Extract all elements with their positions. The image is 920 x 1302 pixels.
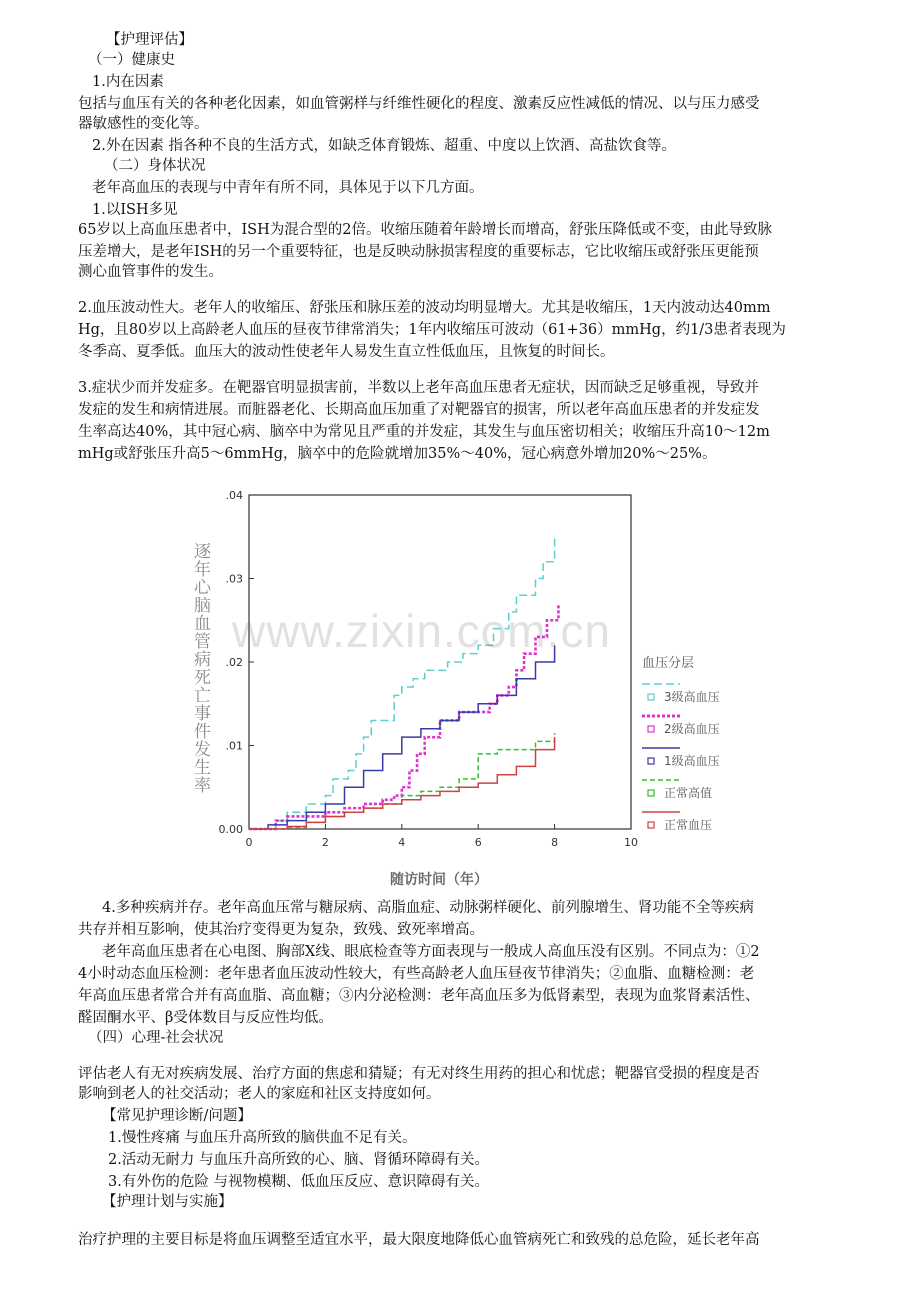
paragraph-line-16: 3.症状少而并发症多。在靶器官明显损害前，半数以上老年高血压患者无症状，因而缺乏足够重视，导致并 [78, 380, 759, 396]
legend-label-3: 1级高血压 [664, 754, 720, 768]
x-tick-label: 6 [474, 836, 482, 849]
x-tick-label: 10 [624, 836, 638, 849]
paragraph-line-lower-5: 年高血压患者常合并有高血脂、高血糖；③内分泌检测：老年高血压多为低肾素型，表现为血浆肾素活性、 [78, 988, 760, 1004]
paragraph-line-9: 1.以ISH多见 [92, 202, 178, 218]
legend-label-2: 2级高血压 [664, 722, 720, 736]
paragraph-line-lower-13: 3.有外伤的危险 与视物模糊、低血压反应、意识障碍有关。 [108, 1174, 489, 1190]
paragraph-line-lower-15: 治疗护理的主要目标是将血压调整至适宜水平，最大限度地降低心血管病死亡和致残的总危险，延长老年高 [78, 1232, 760, 1248]
paragraph-line-10: 65岁以上高血压患者中，ISH为混合型的2倍。收缩压随着年龄增长而增高，舒张压降低或不变，由此导致脉 [78, 222, 772, 238]
paragraph-line-lower-1: 4.多种疾病并存。老年高血压常与糖尿病、高脂血症、动脉粥样硬化、前列腺增生、肾功能不全等疾病 [102, 900, 754, 916]
paragraph-line-lower-7: （四）心理-社会状况 [88, 1030, 224, 1046]
paragraph-line-lower-11: 1.慢性疼痛 与血压升高所致的脑供血不足有关。 [108, 1130, 417, 1146]
paragraph-line-19: mHg或舒张压升高5～6mmHg，脑卒中的危险就增加35%～40%，冠心病意外增加20%～25%。 [78, 446, 717, 462]
paragraph-line-18: 生率高达40%，其中冠心病、脑卒中为常见且严重的并发症，其发生与血压密切相关；收缩压升高10～12m [78, 424, 770, 440]
legend-title: 血压分层 [642, 656, 695, 671]
x-tick-label: 2 [321, 836, 329, 849]
paragraph-line-lower-10: 【常见护理诊断/问题】 [102, 1108, 252, 1124]
paragraph-line-lower-8: 评估老人有无对疾病发展、治疗方面的焦虑和猜疑；有无对终生用药的担心和忧虑；靶器官受损的程度是否 [78, 1066, 760, 1082]
paragraph-line-8: 老年高血压的表现与中青年有所不同，具体见于以下几方面。 [92, 180, 484, 196]
paragraph-line-11: 压差增大，是老年ISH的另一个重要特征，也是反映动脉损害程度的重要标志，它比收缩压或舒张压更能预 [78, 244, 759, 260]
paragraph-line-15: 冬季高、夏季低。血压大的波动性使老年人易发生直立性低血压，且恢复的时间长。 [78, 344, 615, 360]
paragraph-line-4: 包括与血压有关的各种老化因素，如血管粥样与纤维性硬化的程度、激素反应性减低的情况、以与压力感受 [78, 96, 760, 112]
paragraph-line-2: （一）健康史 [88, 52, 175, 68]
chart [180, 478, 760, 898]
legend-label-4: 正常高值 [664, 786, 713, 800]
paragraph-line-lower-9: 影响到老人的社交活动；老人的家庭和社区支持度如何。 [78, 1086, 441, 1102]
paragraph-line-lower-12: 2.活动无耐力 与血压升高所致的心、脑、肾循环障碍有关。 [108, 1152, 489, 1168]
paragraph-line-lower-3: 老年高血压患者在心电图、胸部X线、眼底检查等方面表现与一般成人高血压没有区别。不同点为：①2 [102, 944, 760, 960]
paragraph-line-5: 器敏感性的变化等。 [78, 116, 209, 132]
paragraph-line-lower-6: 醛固酮水平、β受体数目与反应性均低。 [78, 1010, 333, 1026]
y-tick-label: .01 [225, 739, 243, 753]
y-tick-label: .02 [225, 656, 243, 669]
y-axis-label: 逐年心脑血管病死亡事件发生率 [190, 542, 210, 794]
x-tick-label: 8 [551, 836, 559, 849]
legend-label-1: 3级高血压 [664, 690, 720, 704]
paragraph-line-17: 发症的发生和病情进展。而脏器老化、长期高血压加重了对靶器官的损害，所以老年高血压患者的并发症发 [78, 402, 760, 418]
x-tick-label: 4 [398, 836, 406, 849]
paragraph-line-14: Hg，且80岁以上高龄老人血压的昼夜节律常消失；1年内收缩压可波动（61+36）mmHg，约1/3患者表现为 [78, 322, 786, 338]
paragraph-line-1: 【护理评估】 [106, 32, 193, 48]
x-axis-label: 随访时间（年） [390, 872, 488, 888]
x-tick-label: 0 [245, 836, 253, 849]
paragraph-line-lower-4: 4小时动态血压检测：老年患者血压波动性较大，有些高龄老人血压昼夜节律消失；②血脂、血糖检测：老 [78, 966, 755, 982]
paragraph-line-lower-2: 共存并相互影响，使其治疗变得更为复杂，致残、致死率增高。 [78, 922, 484, 938]
legend-label-5: 正常血压 [664, 818, 713, 832]
paragraph-line-7: （二）身体状况 [104, 158, 206, 174]
chart-background [180, 478, 760, 898]
paragraph-line-6: 2.外在因素 指各种不良的生活方式，如缺乏体育锻炼、超重、中度以上饮酒、高盐饮食等。 [92, 138, 676, 154]
paragraph-line-lower-14: 【护理计划与实施】 [102, 1194, 233, 1210]
y-tick-label: 0.00 [218, 823, 243, 836]
watermark: www.zixin.com.cn [232, 605, 611, 657]
paragraph-line-12: 测心血管事件的发生。 [78, 264, 223, 280]
paragraph-line-3: 1.内在因素 [92, 74, 164, 90]
paragraph-line-13: 2.血压波动性大。老年人的收缩压、舒张压和脉压差的波动均明显增大。尤其是收缩压，1天内波动达40mm [78, 300, 771, 316]
y-tick-label: .04 [225, 489, 243, 502]
y-tick-label: .03 [225, 572, 243, 586]
